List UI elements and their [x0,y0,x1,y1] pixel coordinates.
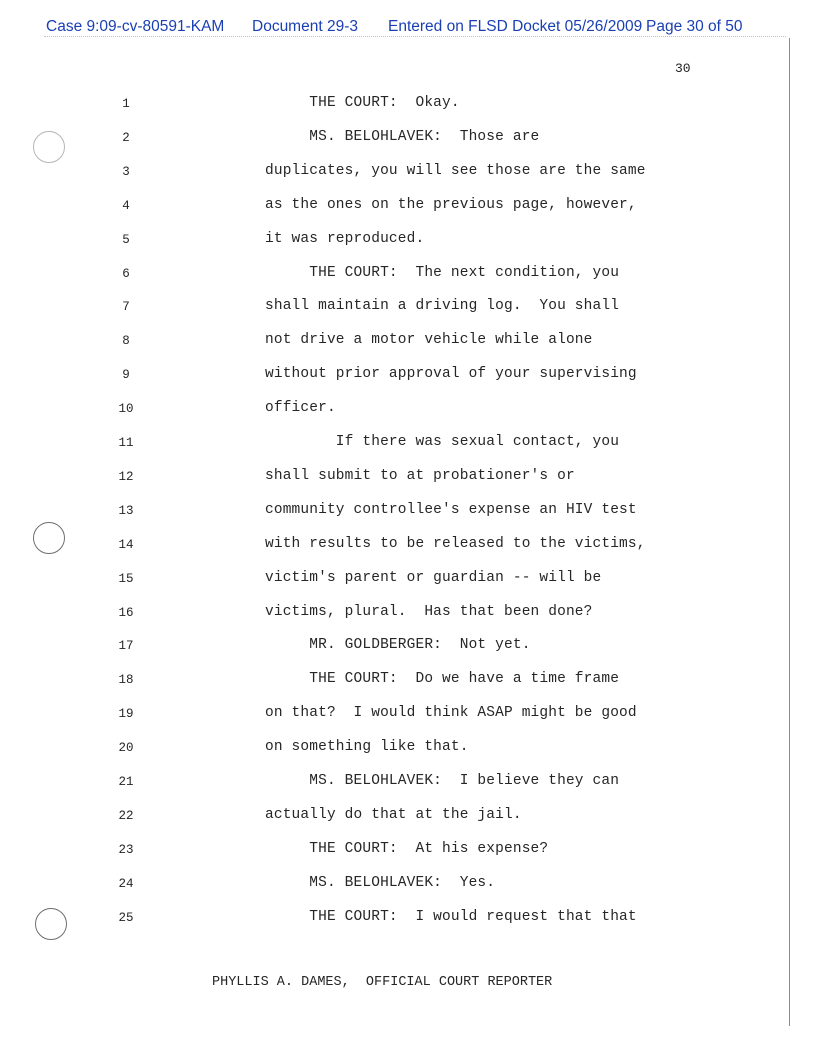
line-number: 22 [118,808,134,823]
transcript-line [0,468,790,488]
line-number: 5 [122,232,130,247]
line-number: 2 [122,130,130,145]
document-number: Document 29-3 [252,18,358,35]
line-text: not drive a motor vehicle while alone [265,332,593,349]
transcript-page-number: 30 [675,61,691,76]
transcript-line [0,265,790,285]
transcript-line [0,95,790,115]
line-number: 4 [122,198,130,213]
line-text: shall submit to at probationer's or [265,467,575,484]
line-text: officer. [265,400,336,417]
line-number: 9 [122,368,130,383]
line-text: on that? I would think ASAP might be good [265,705,637,722]
entered-date: Entered on FLSD Docket 05/26/2009 [388,18,643,35]
transcript-line [0,400,790,420]
transcript-line [0,163,790,183]
line-number: 25 [118,910,134,925]
line-number: 16 [118,605,134,620]
line-text: without prior approval of your supervising [265,366,637,383]
line-text: it was reproduced. [265,230,425,247]
header-divider [44,36,786,37]
line-text: MR. GOLDBERGER: Not yet. [265,637,531,654]
transcript-line [0,197,790,217]
line-number: 3 [122,164,130,179]
line-text: with results to be released to the victims, [265,535,646,552]
line-text: shall maintain a driving log. You shall [265,298,620,315]
line-text: community controllee's expense an HIV test [265,501,637,518]
line-text: victims, plural. Has that been done? [265,603,593,620]
page-info: Page 30 of 50 [646,18,743,35]
line-number: 12 [118,469,134,484]
transcript-line [0,298,790,318]
line-text: MS. BELOHLAVEK: Those are [265,128,540,145]
line-text: victim's parent or guardian -- will be [265,569,602,586]
line-number: 21 [118,775,134,789]
line-number: 7 [122,300,130,315]
line-number: 10 [118,402,134,417]
transcript-line [0,909,790,929]
line-number: 1 [122,97,130,111]
transcript-line [0,841,790,861]
line-text: THE COURT: The next condition, you [265,264,620,281]
transcript-line [0,773,790,793]
line-text: actually do that at the jail. [265,806,522,823]
line-number: 15 [118,571,134,586]
line-text: MS. BELOHLAVEK: I believe they can [265,773,620,789]
line-text: duplicates, you will see those are the same [265,162,646,179]
line-number: 6 [122,266,130,281]
line-text: If there was sexual contact, you [265,434,620,450]
transcript-line [0,875,790,895]
line-number: 18 [118,673,134,688]
line-number: 20 [118,741,134,756]
line-text: THE COURT: Do we have a time frame [265,671,620,688]
court-reporter-footer: PHYLLIS A. DAMES, OFFICIAL COURT REPORTER [212,975,553,990]
transcript-line [0,637,790,657]
transcript-line [0,570,790,590]
line-text: on something like that. [265,739,469,756]
transcript-line [0,502,790,522]
case-number: Case 9:09-cv-80591-KAM [46,18,225,35]
line-number: 17 [118,639,134,654]
line-number: 19 [118,707,134,722]
transcript-line [0,366,790,386]
line-text: MS. BELOHLAVEK: Yes. [265,874,496,891]
transcript-line [0,705,790,725]
transcript-line [0,604,790,624]
line-number: 8 [122,334,130,349]
line-number: 14 [118,537,134,552]
line-text: as the ones on the previous page, however, [265,196,637,213]
transcript-line [0,671,790,691]
transcript-line [0,739,790,759]
line-number: 23 [118,842,134,857]
line-number: 13 [118,503,134,518]
transcript-line [0,536,790,556]
line-text: THE COURT: At his expense? [265,840,549,857]
transcript-line [0,231,790,251]
transcript-line [0,434,790,454]
transcript-line [0,807,790,827]
line-text: THE COURT: I would request that that [265,908,637,925]
transcript-line [0,129,790,149]
line-number: 24 [118,876,134,891]
transcript-line [0,332,790,352]
line-number: 11 [118,436,134,450]
line-text: THE COURT: Okay. [265,95,460,111]
